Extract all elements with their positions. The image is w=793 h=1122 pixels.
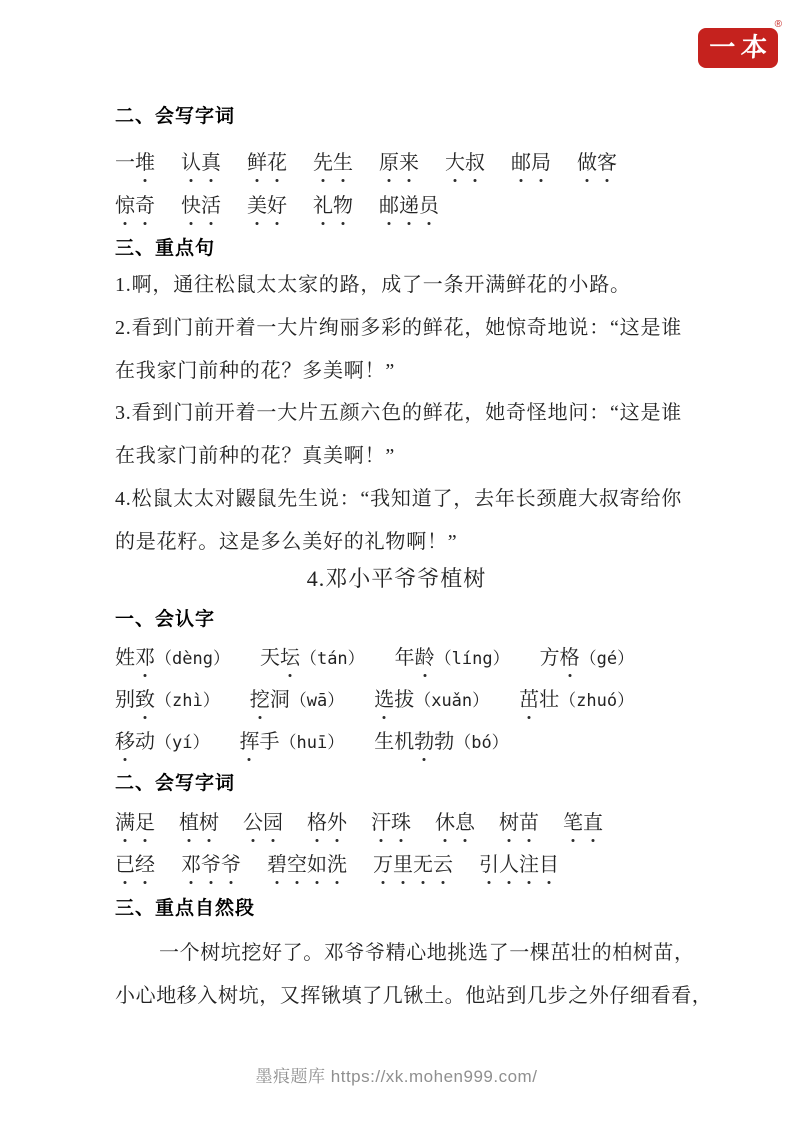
key-sentence-line: 的是花籽。这是多么美好的礼物啊！” [115,531,458,553]
pinyin-label: （zhì） [155,691,220,711]
word-item: 选拔（xuǎn） [374,683,489,712]
section-heading-recognize-chars: 一、会认字 [115,609,216,630]
pinyin-label: （tán） [299,649,365,669]
word-item: 笔直 [563,806,603,835]
word-item: 别致（zhì） [115,683,220,712]
key-sentence-line: 在我家门前种的花？多美啊！” [115,360,396,382]
write-words-row [115,146,617,175]
write-words-row [115,806,603,835]
write-words-row [115,848,559,877]
word-item: 引人注目 [479,848,559,877]
word-item: 挥手（huī） [239,725,344,754]
word-item: 邓爷爷 [181,848,241,877]
word-item: 姓邓（dèng） [115,641,230,670]
pinyin-label: （zhuó） [559,691,635,711]
word-item: 汗珠 [371,806,411,835]
recognize-chars-row [115,641,634,670]
word-item: 年龄（líng） [395,641,510,670]
word-item: 一堆 [115,146,155,175]
brand-logo-text: 一本 [708,33,775,62]
paragraph-line: 一个树坑挖好了。邓爷爷精心地挑选了一棵茁壮的柏树苗， [159,942,695,964]
word-item: 公园 [243,806,283,835]
recognize-chars-row [115,725,509,754]
word-item: 方格（gé） [540,641,634,670]
word-item: 美好 [247,189,287,218]
key-sentence-line: 在我家门前种的花？真美啊！” [115,445,396,467]
section-heading-write-words-l4: 二、会写字词 [115,773,236,794]
word-item: 挖洞（wā） [250,683,344,712]
key-sentence-line: 1.啊，通往松鼠太太家的路，成了一条开满鲜花的小路。 [115,274,631,296]
pinyin-label: （líng） [434,649,510,669]
word-item: 先生 [313,146,353,175]
word-item: 快活 [181,189,221,218]
word-item: 万里无云 [373,848,453,877]
word-item: 已经 [115,848,155,877]
write-words-row [115,189,439,218]
recognize-chars-row [115,683,634,712]
word-item: 生机勃勃（bó） [374,725,508,754]
section-heading-key-sentences: 三、重点句 [115,238,216,259]
section-heading-write-words-l3: 二、会写字词 [115,106,236,127]
word-item: 惊奇 [115,189,155,218]
key-sentence-line: 3.看到门前开着一大片五颜六色的鲜花，她奇怪地问：“这是谁 [115,402,683,424]
word-item: 满足 [115,806,155,835]
word-item: 认真 [181,146,221,175]
word-item: 礼物 [313,189,353,218]
word-item: 植树 [179,806,219,835]
lesson-title: 4.邓小平爷爷植树 [306,566,487,591]
word-item: 大叔 [445,146,485,175]
word-item: 茁壮（zhuó） [519,683,634,712]
word-item: 原来 [379,146,419,175]
key-sentence-line: 2.看到门前开着一大片绚丽多彩的鲜花，她惊奇地说：“这是谁 [115,317,683,339]
word-item: 邮局 [511,146,551,175]
pinyin-label: （bó） [454,733,509,753]
pinyin-label: （dèng） [155,649,230,669]
paragraph-line: 小心地移入树坑，又挥锹填了几锹土。他站到几步之外仔细看看， [115,985,713,1007]
word-item: 休息 [435,806,475,835]
word-item: 天坛（tán） [260,641,365,670]
word-item: 移动（yí） [115,725,209,754]
word-item: 树苗 [499,806,539,835]
word-item: 做客 [577,146,617,175]
word-item: 邮递员 [379,189,439,218]
word-item: 碧空如洗 [267,848,347,877]
section-heading-key-paragraph: 三、重点自然段 [115,898,256,919]
word-item: 格外 [307,806,347,835]
word-item: 鲜花 [247,146,287,175]
pinyin-label: （gé） [579,649,635,669]
brand-logo [698,19,782,68]
pinyin-label: （wā） [289,691,345,711]
site-footer: 墨痕题库 https://xk.mohen999.com/ [255,1067,538,1086]
key-sentence-line: 4.松鼠太太对鼹鼠先生说：“我知道了，去年长颈鹿大叔寄给你 [115,488,683,510]
pinyin-label: （huī） [279,733,345,753]
pinyin-label: （xuǎn） [414,691,490,711]
registered-trademark-icon: ® [774,19,782,30]
pinyin-label: （yí） [155,733,210,753]
